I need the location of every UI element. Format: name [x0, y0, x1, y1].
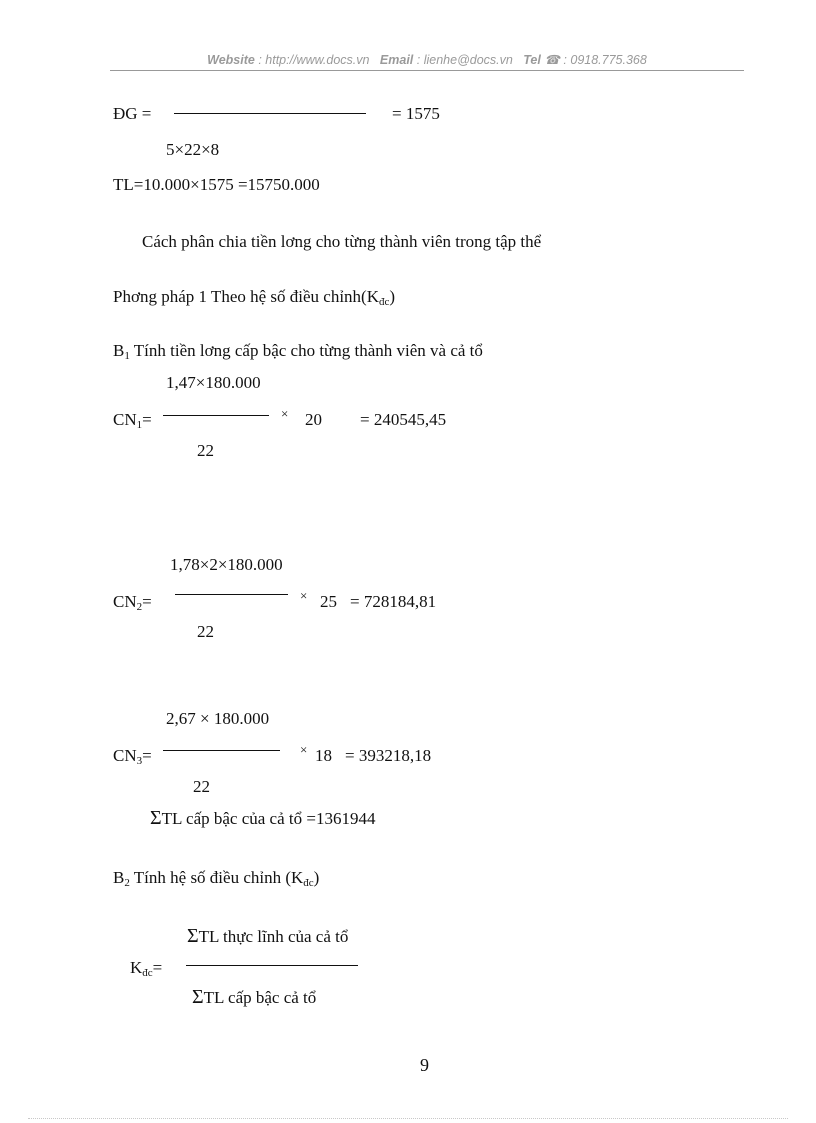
cn3-result: = 393218,18	[345, 746, 432, 765]
cn1-fraction-bar	[163, 415, 269, 416]
footer-dotted-rule	[28, 1118, 788, 1119]
cn3-label	[113, 746, 152, 767]
cn1-eq: =	[142, 410, 152, 429]
step2-sub: 2	[124, 877, 130, 889]
page-header	[110, 52, 744, 67]
kdc-label	[130, 958, 162, 979]
step2-heading	[113, 868, 319, 889]
section-title: Cách phân chia tiền lơng cho từng thành viên trong tập thể	[142, 232, 542, 251]
sigma-symbol: Σ	[150, 807, 162, 829]
cn3-label-text: CN	[113, 746, 137, 765]
cn2-label-text: CN	[113, 592, 137, 611]
sum-tl-text: TL cấp bậc của cả tổ =1361944	[161, 809, 376, 828]
website-label: Website	[207, 53, 255, 67]
cn3-numerator: 2,67 × 180.000	[166, 709, 270, 728]
dg-result: = 1575	[392, 104, 440, 123]
cn2-label	[113, 592, 152, 613]
kdc-sub: đc	[142, 967, 153, 979]
cn3-fraction-bar	[163, 750, 280, 751]
kdc-sigma-bottom: Σ	[192, 986, 204, 1008]
tl-formula: TL=10.000×1575 =15750.000	[113, 175, 320, 194]
dg-lhs: ĐG =	[113, 104, 152, 123]
tel-label: Tel	[523, 53, 541, 67]
step2-suffix: )	[313, 868, 320, 887]
step2-text: Tính hệ số điều chỉnh (K	[129, 868, 304, 887]
cn1-numerator: 1,47×180.000	[166, 373, 261, 392]
method1-text: Phơng pháp 1 Theo hệ số điều chỉnh(K	[113, 287, 379, 306]
website-value: : http://www.docs.vn	[258, 53, 370, 67]
dg-denominator: 5×22×8	[166, 140, 220, 159]
cn3-times: ×	[300, 742, 308, 757]
kdc-denominator	[192, 986, 316, 1009]
step2-ksub: đc	[303, 877, 314, 889]
tel-value: : 0918.775.368	[563, 53, 647, 67]
kdc-eq: =	[152, 958, 163, 977]
cn2-result: = 728184,81	[350, 592, 437, 611]
cn2-factor: 25	[320, 592, 337, 611]
cn2-times: ×	[300, 588, 308, 603]
kdc-numerator-text: TL thực lĩnh của cả tổ	[198, 927, 349, 946]
step1-text: Tính tiền lơng cấp bậc cho từng thành viên và cả tổ	[129, 341, 483, 360]
cn1-factor: 20	[305, 410, 322, 429]
kdc-denominator-text: TL cấp bậc cả tổ	[203, 988, 317, 1007]
cn2-eq: =	[142, 592, 152, 611]
cn3-sub: 3	[136, 755, 143, 767]
step1-sub: 1	[124, 350, 130, 362]
page-number: 9	[420, 1055, 429, 1075]
sum-tl-line	[150, 807, 375, 830]
step1-prefix: B	[113, 341, 125, 360]
header-rule	[110, 70, 744, 71]
cn1-label	[113, 410, 152, 431]
cn1-result: = 240545,45	[360, 410, 447, 429]
cn2-fraction-bar	[175, 594, 288, 595]
cn1-label-text: CN	[113, 410, 137, 429]
email-label: Email	[379, 53, 414, 67]
step1-heading	[113, 341, 483, 362]
cn3-denominator: 22	[193, 777, 210, 796]
kdc-fraction-bar	[186, 965, 358, 966]
cn2-sub: 2	[136, 601, 143, 613]
cn1-denominator: 22	[197, 441, 214, 460]
cn2-denominator: 22	[197, 622, 214, 641]
cn3-eq: =	[142, 746, 152, 765]
email-value: : lienhe@docs.vn	[416, 53, 513, 67]
cn2-numerator: 1,78×2×180.000	[170, 555, 283, 574]
step2-prefix: B	[113, 868, 125, 887]
cn1-sub: 1	[136, 419, 143, 431]
method1-heading	[113, 287, 395, 308]
dg-fraction-bar	[174, 113, 366, 114]
method1-suffix: )	[389, 287, 396, 306]
kdc-sigma-top: Σ	[187, 925, 199, 947]
phone-icon: ☎	[544, 53, 560, 67]
kdc-label-text: K	[130, 958, 143, 977]
cn3-factor: 18	[315, 746, 332, 765]
cn1-times: ×	[281, 406, 289, 421]
method1-sub: đc	[379, 296, 390, 308]
kdc-numerator	[187, 925, 348, 948]
